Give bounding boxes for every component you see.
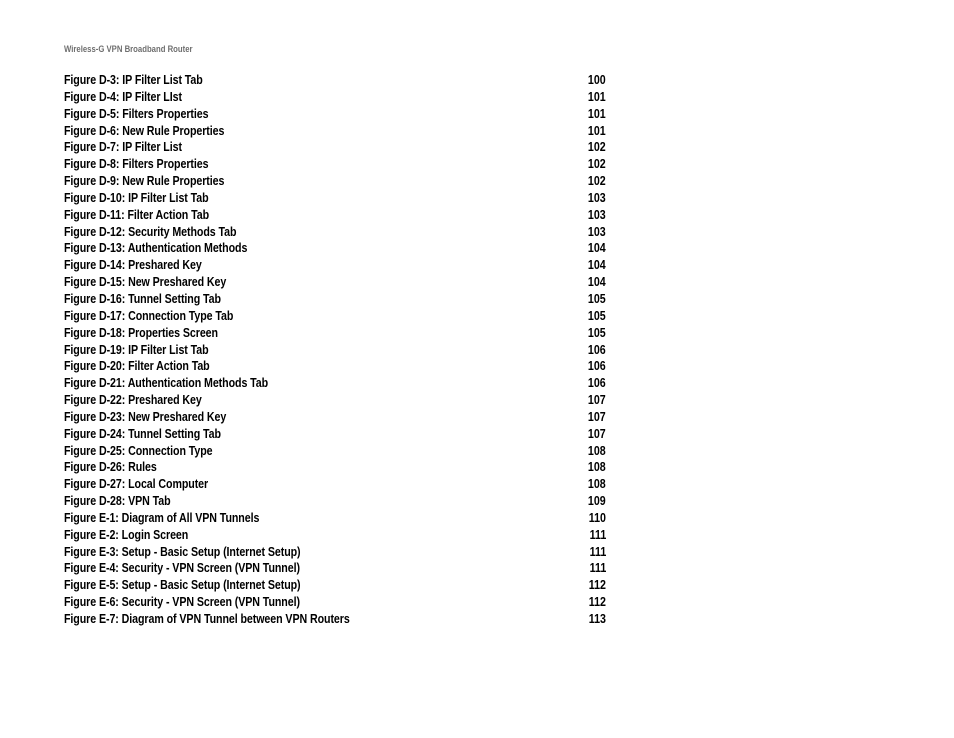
toc-entry-label: Figure E-5: Setup - Basic Setup (Internet Setup): [64, 577, 301, 593]
toc-entry-label: Figure D-23: New Preshared Key: [64, 408, 227, 424]
toc-page-number: 101: [588, 122, 606, 138]
toc-entry-label: Figure D-24: Tunnel Setting Tab: [64, 425, 221, 441]
toc-page-number: 101: [588, 88, 606, 104]
toc-page-number: 112: [588, 577, 606, 593]
toc-entry-label: Figure D-25: Connection Type: [64, 442, 213, 458]
toc-entry-label: Figure D-4: IP Filter LIst: [64, 88, 182, 104]
toc-page-number: 101: [588, 105, 606, 121]
toc-row[interactable]: [64, 139, 606, 156]
toc-entry-label: Figure D-19: IP Filter List Tab: [64, 341, 209, 357]
toc-page-number: 107: [588, 392, 606, 408]
toc-page-number: 104: [588, 240, 606, 256]
toc-page-number: 100: [588, 72, 606, 87]
toc-entry-label: Figure E-6: Security - VPN Screen (VPN Tunnel): [64, 594, 300, 610]
toc-row[interactable]: [64, 342, 606, 359]
toc-row[interactable]: [64, 459, 606, 476]
toc-row[interactable]: [64, 106, 606, 123]
toc-entry-label: Figure D-7: IP Filter List: [64, 139, 182, 155]
toc-row[interactable]: [64, 510, 606, 527]
toc-page-number: 108: [588, 476, 606, 492]
toc-entry-label: Figure D-5: Filters Properties: [64, 105, 209, 121]
toc-entry-label: Figure D-28: VPN Tab: [64, 493, 171, 509]
toc-entry-label: Figure D-15: New Preshared Key: [64, 274, 227, 290]
toc-entry-label: Figure E-2: Login Screen: [64, 526, 189, 542]
toc-page-number: 105: [588, 307, 606, 323]
toc-row[interactable]: [64, 308, 606, 325]
list-of-figures: [64, 72, 606, 628]
toc-row[interactable]: [64, 123, 606, 140]
toc-page-number: 104: [588, 257, 606, 273]
toc-row[interactable]: [64, 325, 606, 342]
toc-row[interactable]: [64, 527, 606, 544]
toc-row[interactable]: [64, 476, 606, 493]
toc-page-number: 111: [589, 526, 606, 542]
toc-page-number: 105: [588, 290, 606, 306]
toc-entry-label: Figure E-7: Diagram of VPN Tunnel between VPN Routers: [64, 611, 350, 626]
toc-row[interactable]: [64, 274, 606, 291]
toc-page-number: 104: [588, 274, 606, 290]
toc-page-number: 111: [589, 543, 606, 559]
toc-row[interactable]: [64, 560, 606, 577]
toc-entry-label: Figure D-13: Authentication Methods: [64, 240, 248, 256]
toc-row[interactable]: [64, 594, 606, 611]
toc-entry-label: Figure D-17: Connection Type Tab: [64, 307, 234, 323]
toc-page-number: 106: [588, 358, 606, 374]
toc-row[interactable]: [64, 493, 606, 510]
toc-entry-label: Figure D-9: New Rule Properties: [64, 173, 225, 189]
toc-row[interactable]: [64, 544, 606, 561]
toc-row[interactable]: [64, 426, 606, 443]
toc-row[interactable]: [64, 224, 606, 241]
toc-row[interactable]: [64, 89, 606, 106]
toc-row[interactable]: [64, 291, 606, 308]
toc-entry-label: Figure D-3: IP Filter List Tab: [64, 72, 203, 87]
toc-page-number: 107: [588, 425, 606, 441]
toc-row[interactable]: [64, 156, 606, 173]
toc-page-number: 103: [588, 206, 606, 222]
toc-page-number: 106: [588, 341, 606, 357]
toc-page-number: 107: [588, 408, 606, 424]
toc-page-number: 111: [589, 560, 606, 576]
toc-page-number: 113: [588, 611, 606, 626]
toc-page-number: 102: [588, 156, 606, 172]
toc-entry-label: Figure D-6: New Rule Properties: [64, 122, 225, 138]
toc-page-number: 108: [588, 459, 606, 475]
toc-row[interactable]: [64, 375, 606, 392]
toc-row[interactable]: [64, 443, 606, 460]
toc-row[interactable]: [64, 409, 606, 426]
toc-row[interactable]: [64, 240, 606, 257]
toc-row[interactable]: [64, 72, 606, 89]
toc-row[interactable]: [64, 207, 606, 224]
toc-entry-label: Figure D-27: Local Computer: [64, 476, 209, 492]
toc-entry-label: Figure D-18: Properties Screen: [64, 324, 218, 340]
toc-page-number: 103: [588, 223, 606, 239]
toc-row[interactable]: [64, 577, 606, 594]
toc-page-number: 110: [588, 509, 606, 525]
toc-entry-label: Figure E-3: Setup - Basic Setup (Internet Setup): [64, 543, 301, 559]
toc-page-number: 108: [588, 442, 606, 458]
toc-entry-label: Figure E-4: Security - VPN Screen (VPN Tunnel): [64, 560, 300, 576]
toc-entry-label: Figure D-12: Security Methods Tab: [64, 223, 237, 239]
running-header: Wireless-G VPN Broadband Router: [64, 44, 193, 54]
toc-entry-label: Figure E-1: Diagram of All VPN Tunnels: [64, 509, 260, 525]
toc-page-number: 103: [588, 189, 606, 205]
toc-entry-label: Figure D-21: Authentication Methods Tab: [64, 375, 269, 391]
toc-row[interactable]: [64, 173, 606, 190]
toc-page-number: 106: [588, 375, 606, 391]
toc-page-number: 102: [588, 173, 606, 189]
toc-entry-label: Figure D-20: Filter Action Tab: [64, 358, 210, 374]
toc-page-number: 112: [588, 594, 606, 610]
toc-row[interactable]: [64, 392, 606, 409]
toc-page-number: 102: [588, 139, 606, 155]
toc-entry-label: Figure D-22: Preshared Key: [64, 392, 202, 408]
toc-entry-label: Figure D-14: Preshared Key: [64, 257, 202, 273]
toc-page-number: 105: [588, 324, 606, 340]
toc-row[interactable]: [64, 190, 606, 207]
toc-entry-label: Figure D-11: Filter Action Tab: [64, 206, 210, 222]
toc-row[interactable]: [64, 358, 606, 375]
toc-entry-label: Figure D-26: Rules: [64, 459, 157, 475]
toc-row[interactable]: [64, 257, 606, 274]
toc-page-number: 109: [588, 493, 606, 509]
toc-entry-label: Figure D-8: Filters Properties: [64, 156, 209, 172]
toc-entry-label: Figure D-10: IP Filter List Tab: [64, 189, 209, 205]
toc-row[interactable]: [64, 611, 606, 628]
toc-entry-label: Figure D-16: Tunnel Setting Tab: [64, 290, 221, 306]
